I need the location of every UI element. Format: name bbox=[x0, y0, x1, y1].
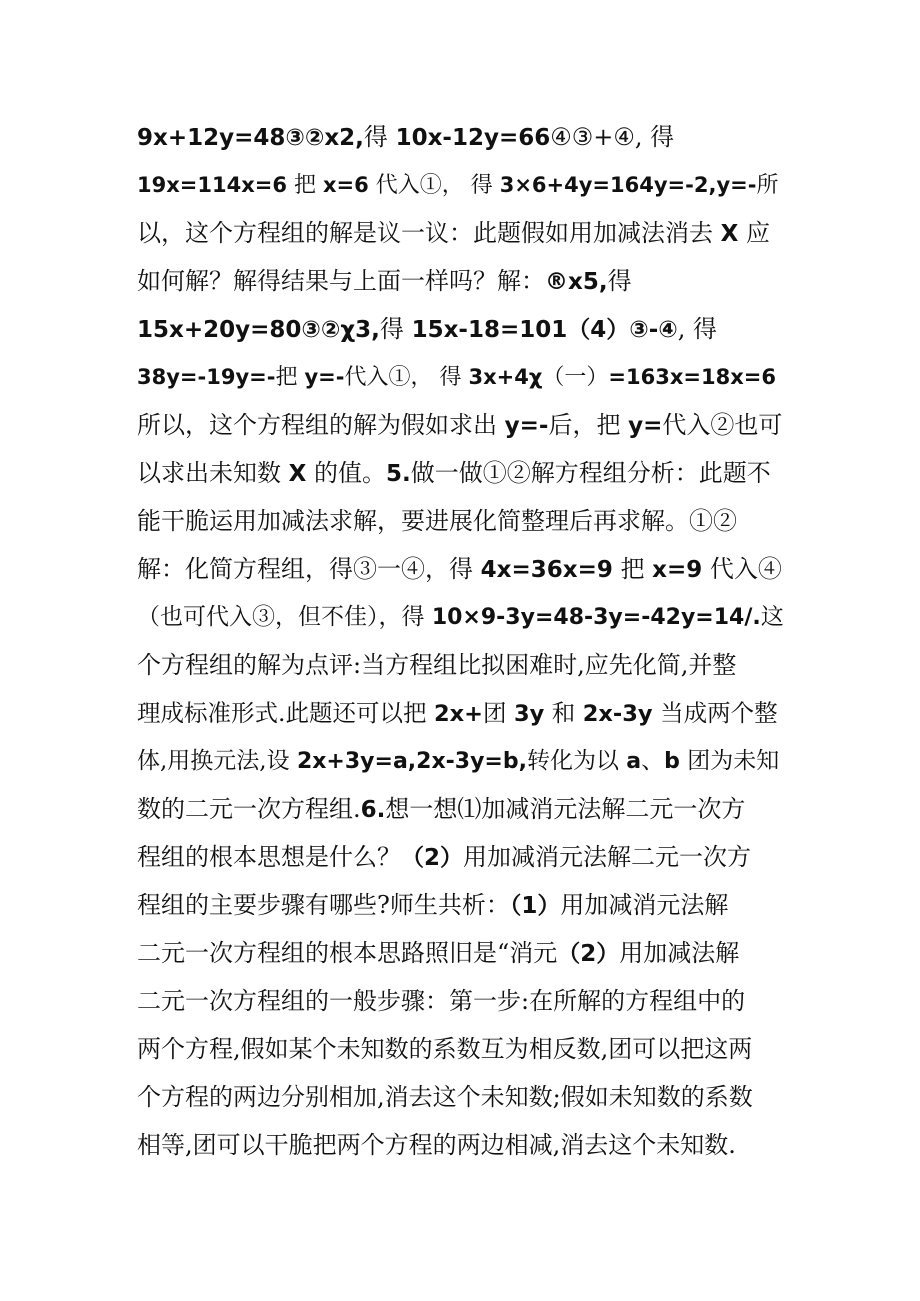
text-run: 得 bbox=[607, 267, 632, 295]
text-run: 团为未知 bbox=[679, 748, 780, 774]
text-line bbox=[137, 881, 787, 929]
text-line bbox=[137, 449, 787, 497]
text-line bbox=[137, 593, 787, 641]
text-run: 代入①， 得 bbox=[344, 365, 469, 390]
text-run: 数的二元一次方程组. bbox=[137, 795, 361, 823]
text-run: 用加减法解 bbox=[619, 939, 740, 967]
math-expression: 2x+ bbox=[433, 701, 483, 727]
math-expression: （2） bbox=[401, 845, 464, 871]
text-line bbox=[137, 929, 787, 977]
text-run: 当成两个整 bbox=[652, 699, 778, 727]
text-line bbox=[137, 1025, 787, 1073]
math-expression: 19x=114x=6 bbox=[137, 173, 287, 197]
math-expression: ®x5, bbox=[545, 269, 608, 295]
text-run: , 得 bbox=[677, 315, 718, 343]
math-expression: 2x+3y=a,2x-3y=b, bbox=[296, 749, 527, 774]
text-line bbox=[137, 113, 787, 161]
document-body bbox=[137, 113, 787, 1169]
math-expression: 38y=-19y=- bbox=[137, 365, 276, 389]
math-expression: 15x+20y=80③②χ3, bbox=[137, 317, 380, 343]
text-line bbox=[137, 401, 787, 449]
text-run: 得 bbox=[363, 123, 396, 151]
text-run: 个方程组的解为点评:当方程组比拟困难时,应先化简,并整 bbox=[137, 651, 737, 679]
text-run: 和 bbox=[544, 699, 583, 727]
math-expression: =163x=18x=6 bbox=[608, 365, 776, 389]
math-expression: X bbox=[720, 221, 739, 247]
text-run: 团 bbox=[482, 699, 514, 727]
text-run: 二元一次方程组的一般步骤：第一步:在所解的方程组中的 bbox=[137, 987, 746, 1015]
math-expression: （1） bbox=[509, 893, 561, 919]
math-expression: 15x-18=101（4）③-④ bbox=[411, 317, 678, 343]
text-run: ④③+④, 得 bbox=[550, 123, 675, 151]
text-run: 做一做①②解方程组分析：此题不 bbox=[410, 459, 771, 487]
math-expression: 4x=36x=9 bbox=[480, 557, 613, 583]
text-run: 两个方程,假如某个未知数的系数互为相反数,团可以把这两 bbox=[137, 1035, 753, 1063]
text-run: 用加减消元法解 bbox=[560, 891, 729, 919]
text-line bbox=[137, 305, 787, 353]
math-expression: X bbox=[288, 461, 307, 487]
math-expression: y=- bbox=[304, 365, 345, 389]
text-run: 把 bbox=[275, 365, 305, 390]
math-expression: 10×9-3y=48-3y=-42y=14/. bbox=[431, 605, 761, 630]
text-run: 以，这个方程组的解是议一议：此题假如用加减法消去 bbox=[137, 219, 721, 247]
text-line bbox=[137, 545, 787, 593]
text-run: 相等,团可以干脆把两个方程的两边相减,消去这个未知数. bbox=[137, 1131, 736, 1159]
text-line bbox=[137, 353, 787, 401]
math-expression: 6. bbox=[360, 797, 386, 823]
text-line bbox=[137, 161, 787, 209]
text-run: 得 bbox=[379, 315, 412, 343]
text-run: 想一想⑴加减消元法解二元一次方 bbox=[385, 795, 746, 823]
math-expression: 5. bbox=[386, 461, 411, 487]
text-run: 把 bbox=[612, 555, 653, 583]
text-run: 代入①， 得 bbox=[368, 173, 500, 198]
text-run: （一） bbox=[542, 365, 609, 390]
math-expression: 10x-12y=66 bbox=[395, 125, 551, 151]
text-run: 二元一次方程组的根本思路照旧是“消元 bbox=[137, 939, 558, 967]
text-run: 程组的根本思想是什么？ bbox=[137, 843, 401, 871]
text-run: 转化为以 bbox=[526, 748, 627, 774]
math-expression: 2x-3y bbox=[582, 701, 653, 727]
text-run: 的值。 bbox=[306, 459, 387, 487]
text-run: 应 bbox=[738, 219, 771, 247]
text-line bbox=[137, 209, 787, 257]
text-run: 体,用换元法,设 bbox=[137, 748, 297, 774]
text-line bbox=[137, 257, 787, 305]
math-expression: x=9 bbox=[652, 557, 703, 583]
text-line bbox=[137, 737, 787, 785]
text-line bbox=[137, 833, 787, 881]
text-run: 这 bbox=[760, 604, 784, 630]
math-expression: x=6 bbox=[322, 173, 369, 197]
text-run: 如何解？解得结果与上面一样吗？解： bbox=[137, 267, 545, 295]
text-run: 所以，这个方程组的解为假如求出 bbox=[137, 411, 505, 439]
math-expression: a bbox=[626, 749, 642, 774]
text-line bbox=[137, 641, 787, 689]
text-line bbox=[137, 977, 787, 1025]
text-run: 能干脆运用加减法求解，要进展化简整理后再求解。①② bbox=[137, 507, 737, 535]
text-run: 代入②也可 bbox=[662, 411, 783, 439]
text-line bbox=[137, 689, 787, 737]
text-run: 、 bbox=[641, 748, 665, 774]
text-run: 用加减消元法解二元一次方 bbox=[463, 843, 752, 871]
text-run: 所 bbox=[756, 173, 779, 198]
text-run: 把 bbox=[286, 173, 323, 198]
text-run: 代入④ bbox=[702, 555, 782, 583]
text-run: 以求出未知数 bbox=[137, 459, 289, 487]
math-expression: 3×6+4y=164y=-2,y=- bbox=[499, 173, 757, 197]
text-run: 个方程的两边分别相加,消去这个未知数;假如未知数的系数 bbox=[137, 1083, 753, 1111]
text-line bbox=[137, 1073, 787, 1121]
math-expression: （2） bbox=[557, 941, 620, 967]
math-expression: y= bbox=[628, 413, 663, 439]
text-line bbox=[137, 785, 787, 833]
math-expression: y=- bbox=[504, 413, 549, 439]
text-run: 理成标准形式.此题还可以把 bbox=[137, 699, 434, 727]
text-run: 程组的主要步骤有哪些?师生共析： bbox=[137, 891, 510, 919]
text-run: 后，把 bbox=[548, 411, 629, 439]
text-run: （也可代入③，但不佳），得 bbox=[137, 604, 432, 630]
text-line bbox=[137, 497, 787, 545]
math-expression: 3x+4χ bbox=[468, 365, 543, 389]
text-line bbox=[137, 1121, 787, 1169]
math-expression: 3y bbox=[513, 701, 545, 727]
math-expression: b bbox=[664, 749, 680, 774]
text-run: 解：化简方程组，得③一④，得 bbox=[137, 555, 481, 583]
math-expression: 9x+12y=48③②x2, bbox=[137, 125, 364, 151]
